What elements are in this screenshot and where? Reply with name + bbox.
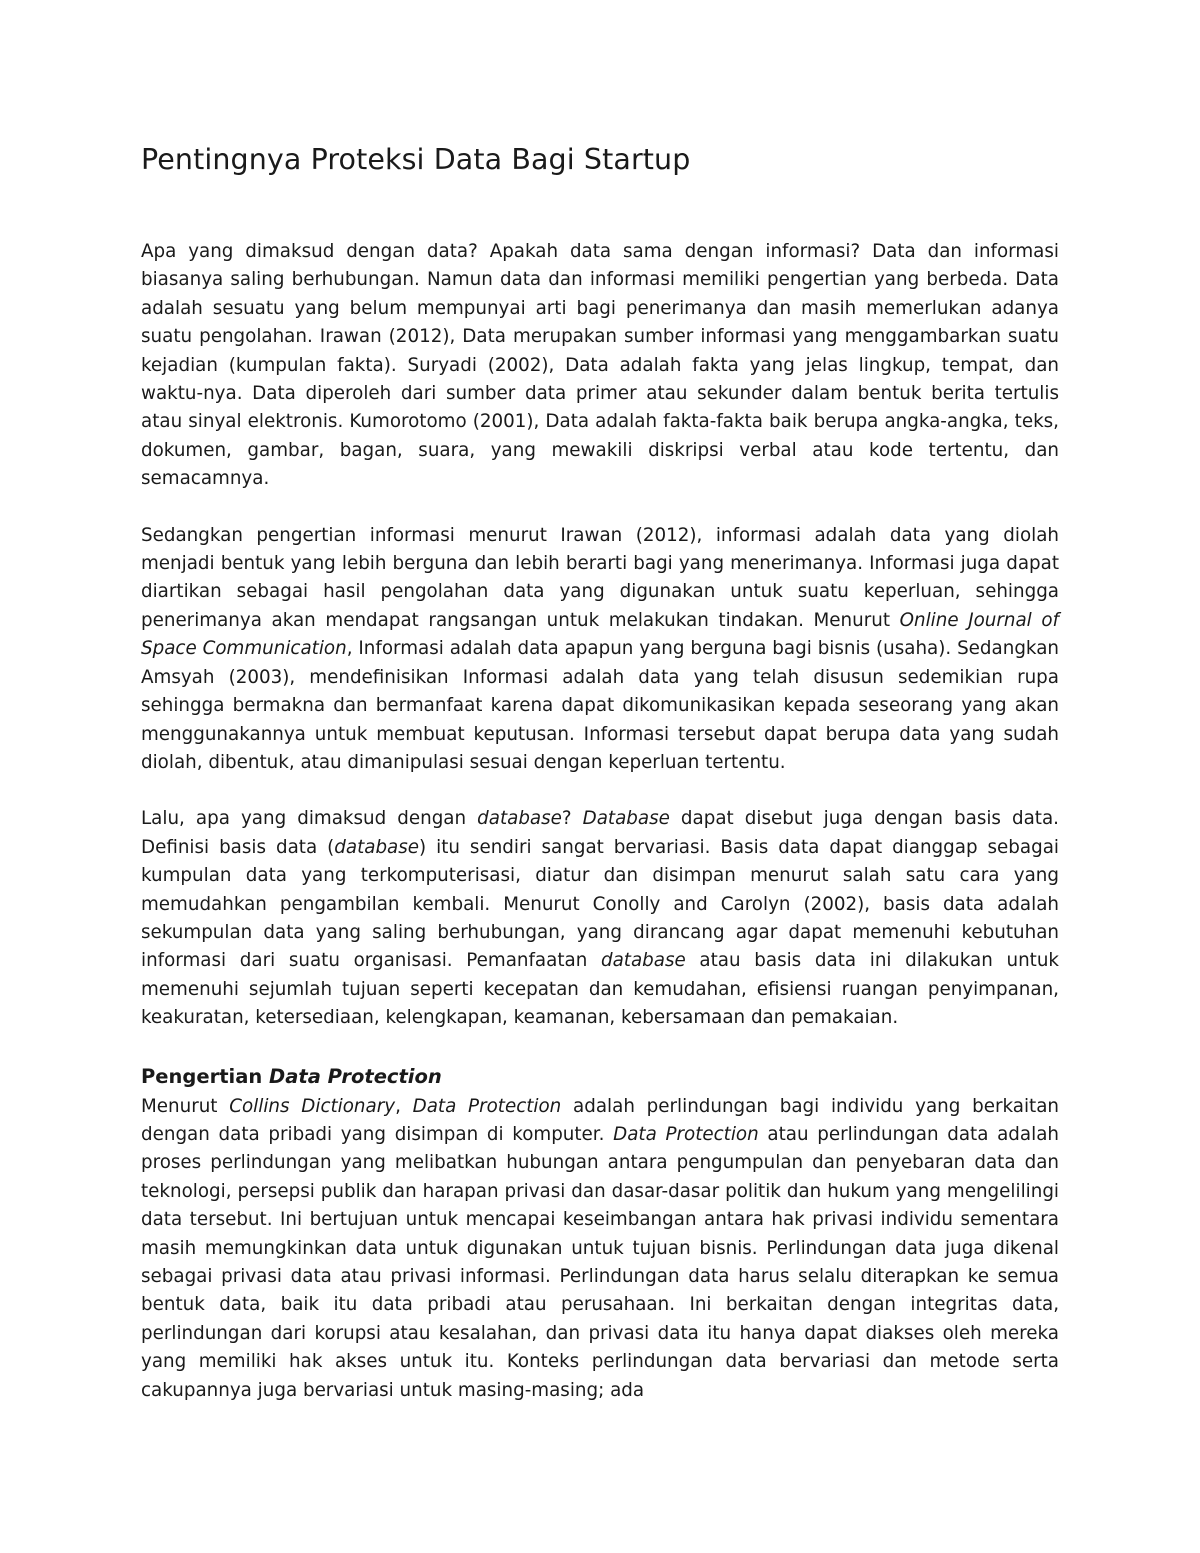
text-run: Apa yang dimaksud dengan data? Apakah data sama dengan informasi? Data dan informasi biasanya saling berhubungan. Namun data dan informasi memiliki pengertian yang berbeda. Data adalah sesuatu yang belum mempunyai arti bagi penerimanya dan masih memerlukan adanya suatu pengolahan. Irawan (2012), Data merupakan sumber informasi yang menggambarkan suatu kejadian (kumpulan fakta). Suryadi (2002), Data adalah fakta yang jelas lingkup, tempat, dan waktu-nya. Data diperoleh dari sumber data primer atau sekunder dalam bentuk berita tertulis atau sinyal elektronis. Kumorotomo (2001), Data adalah fakta-fakta baik berupa angka-angka, teks, dokumen, gambar, bagan, suara, yang mewakili diskripsi verbal atau kode tertentu, dan semacamnya. [141,241,1059,490]
italic-term: Data Protection [412,1095,562,1117]
document-title: Pentingnya Proteksi Data Bagi Startup [141,143,691,176]
italic-term: database [477,808,562,830]
italic-term: Online Journal of Space Communication [141,609,1059,660]
text-run: ) itu sendiri sangat bervariasi. Basis data dapat dianggap sebagai kumpulan data yang terkomputerisasi, diatur dan disimpan menurut salah satu cara yang memudahkan pengambilan kembali. Menurut Conolly and Carolyn (2002), basis data adalah sekumpulan data yang saling berhubungan, yang dirancang agar dapat memenuhi kebutuhan informasi dari suatu organisasi. Pemanfaatan [141,836,1060,972]
text-run: dapat disebut juga dengan basis data. Definisi basis data ( [141,808,1059,858]
text-run: Lalu, apa yang dimaksud dengan [141,808,478,830]
document-body [141,140,1059,1433]
paragraph-data-protection [141,1093,1059,1405]
text-run: Menurut [141,1095,230,1117]
section-heading-plain: Pengertian [141,1064,270,1088]
text-run: Sedangkan pengertian informasi menurut Irawan (2012), informasi adalah data yang diolah menjadi bentuk yang lebih berguna dan lebih berarti bagi yang menerimanya. Informasi juga dapat diartikan sebagai hasil pengolahan data yang digunakan untuk suatu keperluan, sehingga penerimanya akan mendapat rangsangan untuk melakukan tindakan. Menurut [141,524,1059,631]
text-run: ? [561,808,583,830]
text-run: atau perlindungan data adalah proses perlindungan yang melibatkan hubungan antara pengumpulan dan penyebaran data dan teknologi, persepsi publik dan harapan privasi dan dasar-dasar politik dan hukum yang mengelilingi data tersebut. Ini bertujuan untuk mencapai keseimbangan antara hak privasi individu sementara masih memungkinkan data untuk digunakan untuk tujuan bisnis. Perlindungan data juga dikenal sebagai privasi data atau privasi informasi. Perlindungan data harus selalu diterapkan ke semua bentuk data, baik itu data pribadi atau perusahaan. Ini berkaitan dengan integritas data, perlindungan dari korupsi atau kesalahan, dan privasi data itu hanya dapat diakses oleh mereka yang memiliki hak akses untuk itu. Konteks perlindungan data bervariasi dan metode serta cakupannya juga bervariasi untuk masing-masing; ada [141,1123,1059,1401]
text-run: , [395,1095,413,1117]
italic-term: database [334,836,420,858]
paragraph-database-definition [141,805,1059,1032]
section-heading-italic: Data Protection [269,1064,442,1088]
text-run: , Informasi adalah data apapun yang berguna bagi bisnis (usaha). Sedangkan Amsyah (2003), mendefinisikan Informasi adalah data yang telah disusun sedemikian rupa sehingga bermakna dan bermanfaat karena dapat dikomunikasikan kepada seseorang yang akan menggunakannya untuk membuat keputusan. Informasi tersebut dapat berupa data yang sudah diolah, dibentuk, atau dimanipulasi sesuai dengan keperluan tertentu. [141,638,1059,773]
italic-term: Database [582,808,670,830]
paragraph-information-definition [141,522,1059,778]
text-run: atau basis data ini dilakukan untuk memenuhi sejumlah tujuan seperti kecepatan dan kemudahan, efisiensi ruangan penyimpanan, keakuratan, ketersediaan, kelengkapan, keamanan, kebersamaan dan pemakaian. [141,950,1059,1029]
italic-term: database [600,950,686,972]
text-run: adalah perlindungan bagi individu yang berkaitan dengan data pribadi yang disimpan di komputer. [141,1095,1060,1145]
italic-term: Data Protection [613,1123,759,1145]
paragraph-data-definition [141,238,1059,494]
italic-term: Collins Dictionary [229,1095,396,1117]
section-heading-data-protection [141,1061,1059,1093]
